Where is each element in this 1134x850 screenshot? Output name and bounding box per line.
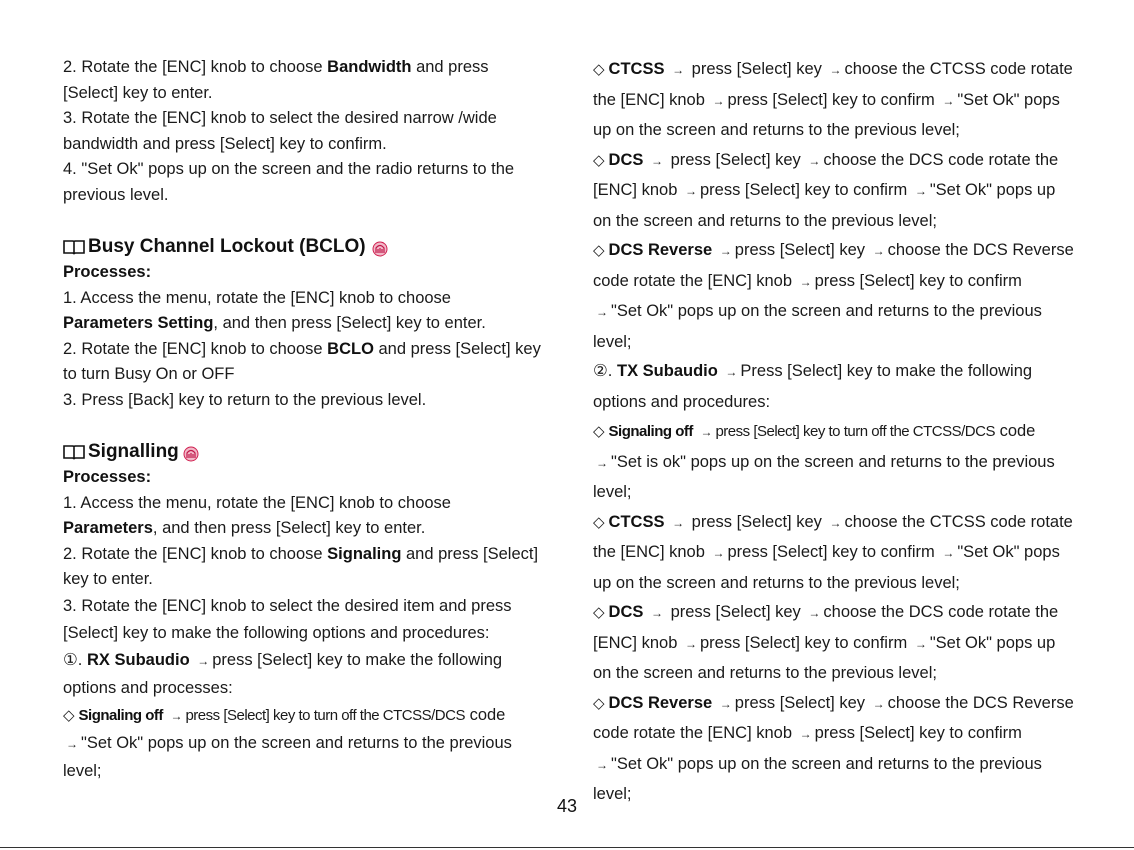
bclo-step-1: 1. Access the menu, rotate the [ENC] knob to choose Parameters Setting, and then press [Select] key to enter. [63,288,486,332]
bandwidth-step-3: 3. Rotate the [ENC] knob to select the desired narrow /wide bandwidth and press [Select] key to confirm. [63,109,497,153]
signalling-heading [63,439,545,465]
signalling-step-3: 3. Rotate the [ENC] knob to select the desired item and press [Select] key to make the following options and procedures: [63,596,512,642]
tx-subaudio-line: ②. TX Subaudio → Press [Select] key to make the following options and procedures: [593,362,1033,411]
page-number: 43 [556,796,578,816]
tx-dcs-item: ◇ DCS → press [Select] key → choose the DCS code rotate the [ENC] knob → press [Select] key to confirm → "Set Ok" pops up on the screen and returns to the previous level; [593,603,1059,682]
diamond-icon: ◇ [593,694,605,712]
bandwidth-step-2: 2. Rotate the [ENC] knob to choose Bandwidth and press [Select] key to enter. [63,58,489,102]
signalling-step-1: 1. Access the menu, rotate the [ENC] knob to choose Parameters, and then press [Select] key to enter. [63,493,451,537]
tx-signaling-off-line: ◇ Signaling off → press [Select] key to turn off the CTCSS/DCS code → "Set is ok" pops up on the screen and returns to the previous level; [593,422,1055,501]
rx-signaling-off-line: ◇ Signaling off → press [Select] key to turn off the CTCSS/DCS code → "Set Ok" pops up on the screen and returns to the previous level; [63,705,512,780]
diamond-icon: ◇ [593,151,605,169]
left-column [63,55,545,785]
bclo-heading [63,234,545,260]
diamond-icon: ◇ [593,604,605,621]
bclo-step-3: 3. Press [Back] key to return to the previous level. [63,390,427,409]
bclo-step-2: 2. Rotate the [ENC] knob to choose BCLO and press [Select] key to turn Busy On or OFF [63,339,541,383]
bottom-divider [0,847,1134,848]
rx-ctcss-item: ◇ CTCSS → press [Select] key → choose the CTCSS code rotate the [ENC] knob → press [Select] key to confirm → "Set Ok" pops up on the screen and returns to the previous level; [593,60,1073,139]
tx-ctcss-item: ◇ CTCSS → press [Select] key → choose the CTCSS code rotate the [ENC] knob → press [Select] key to confirm → "Set Ok" pops up on the screen and returns to the previous level; [593,512,1073,592]
tx-dcs-reverse-item: ◇ DCS Reverse → press [Select] key → choose the DCS Reverse code rotate the [ENC] knob → press [Select] key to confirm → "Set Ok" pops up on the screen and returns to the previous level; [593,693,1074,803]
rx-subaudio-line: ①. RX Subaudio → press [Select] key to make the following options and processes: [63,650,503,697]
rx-dcs-item: ◇ DCS → press [Select] key → choose the DCS code rotate the [ENC] knob → press [Select] key to confirm → "Set Ok" pops up on the screen and returns to the previous level; [593,150,1059,230]
radio-icon [183,444,199,460]
right-column [593,55,1075,810]
bandwidth-step-4: 4. "Set Ok" pops up on the screen and the radio returns to the previous level. [63,160,515,204]
book-icon [63,239,85,255]
diamond-icon: ◇ [593,423,605,440]
book-icon [63,444,85,460]
diamond-icon: ◇ [593,513,605,531]
radio-icon [372,239,388,255]
signalling-step-2: 2. Rotate the [ENC] knob to choose Signaling and press [Select] key to enter. [63,544,539,588]
bclo-title: Busy Channel Lockout (BCLO) [88,236,366,257]
diamond-icon: ◇ [63,706,75,724]
rx-dcs-reverse-item: ◇ DCS Reverse → press [Select] key → choose the DCS Reverse code rotate the [ENC] knob → press [Select] key to confirm → "Set Ok" pops up on the screen and returns to the previous level; [593,241,1074,351]
signalling-title: Signalling [88,441,179,462]
bclo-processes-label: Processes: [63,263,152,281]
signalling-processes-label: Processes: [63,468,152,486]
diamond-icon: ◇ [593,242,605,259]
diamond-icon: ◇ [593,61,605,78]
